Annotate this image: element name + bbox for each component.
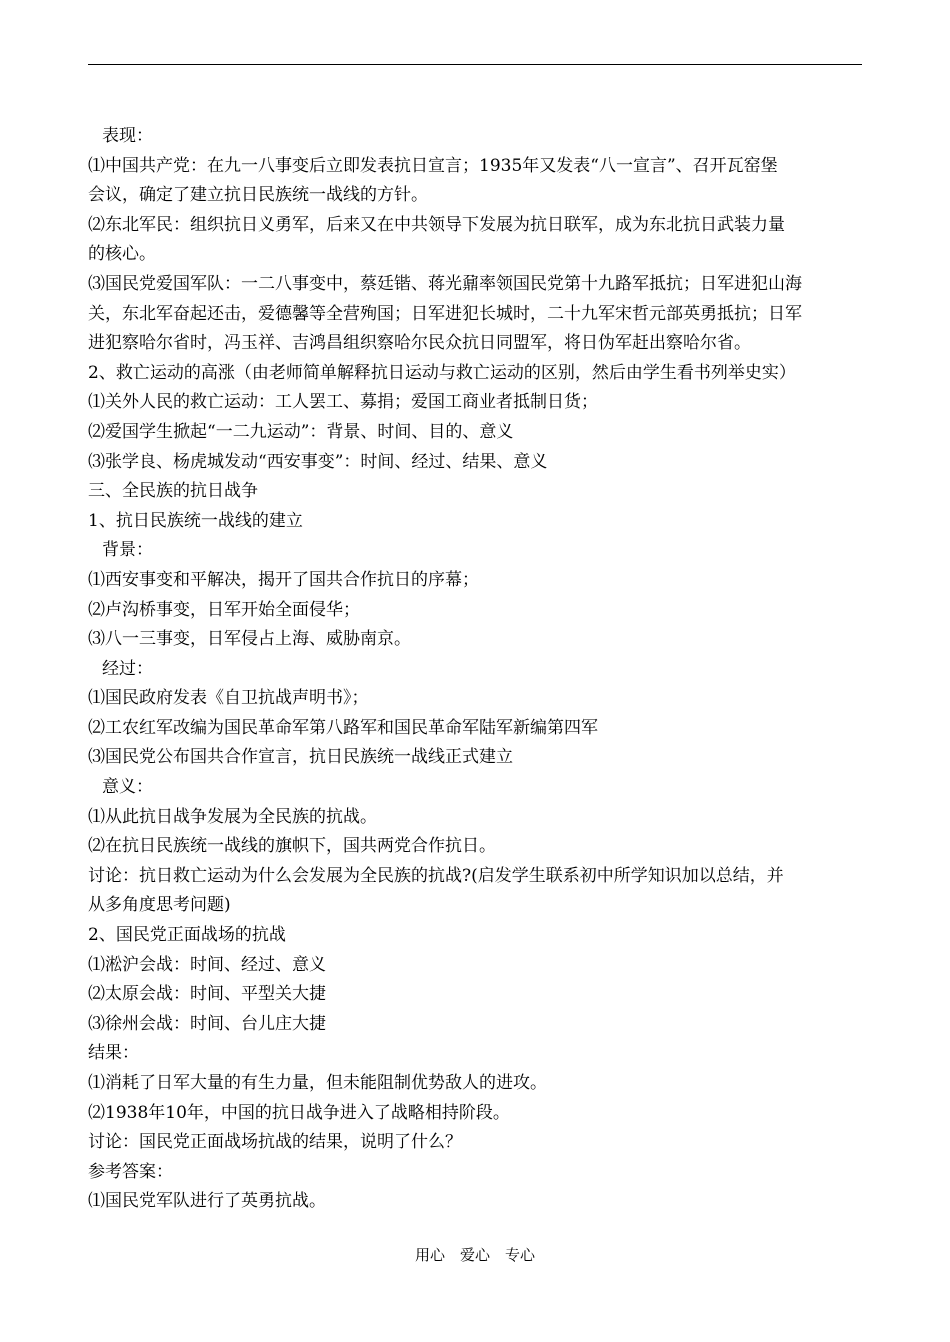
text-line: 讨论：抗日救亡运动为什么会发展为全民族的抗战?(启发学生联系初中所学知识加以总结，并 [88,865,784,886]
text-line: ⑵工农红军改编为国民革命军第八路军和国民革命军陆军新编第四军 [88,717,598,738]
text-line: ⑶国民党公布国共合作宣言，抗日民族统一战线正式建立 [88,747,513,768]
document-body [88,122,864,1217]
text-line: 关，东北军奋起还击，爱德馨等全营殉国；日军进犯长城时，二十九军宋哲元部英勇抵抗；日军 [88,303,802,324]
text-line: ⑶徐州会战：时间、台儿庄大捷 [88,1013,326,1034]
text-line: 结果： [88,1043,139,1064]
text-line: 表现： [102,126,153,146]
text-line: 2、国民党正面战场的抗战 [88,925,286,946]
text-line: 经过： [102,658,153,679]
text-line: 讨论：国民党正面战场抗战的结果，说明了什么？ [88,1132,462,1153]
text-line: 三、全民族的抗日战争 [88,481,258,502]
text-line: 的核心。 [88,244,156,265]
text-line: ⑴关外人民的救亡运动：工人罢工、募捐；爱国工商业者抵制日货； [88,392,598,413]
text-line: 意义： [102,777,153,798]
text-line: ⑴中国共产党：在九一八事变后立即发表抗日宣言；1935年又发表“八一宣言”、召开瓦窑堡 [88,155,778,176]
text-line: ⑴国民党军队进行了英勇抗战。 [88,1191,326,1212]
text-line: 参考答案： [88,1161,173,1182]
text-line: ⑵太原会战：时间、平型关大捷 [88,984,326,1005]
text-line: ⑵爱国学生掀起“一二九运动”：背景、时间、目的、意义 [88,421,514,442]
text-line: ⑴消耗了日军大量的有生力量，但未能阻制优势敌人的进攻。 [88,1073,547,1093]
text-line: 背景： [102,540,153,561]
text-line: 会议，确定了建立抗日民族统一战线的方针。 [88,185,428,206]
text-line: 进犯察哈尔省时，冯玉祥、吉鸿昌组织察哈尔民众抗日同盟军，将日伪军赶出察哈尔省。 [88,333,751,354]
text-line: ⑵东北军民：组织抗日义勇军，后来又在中共领导下发展为抗日联军，成为东北抗日武装力量 [88,214,785,235]
text-line: ⑶国民党爱国军队：一二八事变中，蔡廷锴、蒋光鼐率领国民党第十九路军抵抗；日军进犯山海 [88,273,802,294]
text-line: ⑶八一三事变，日军侵占上海、威胁南京。 [88,629,411,650]
text-line: ⑵1938年10年，中国的抗日战争进入了战略相持阶段。 [88,1102,510,1123]
text-line: ⑵在抗日民族统一战线的旗帜下，国共两党合作抗日。 [88,836,496,857]
text-line: ⑵卢沟桥事变，日军开始全面侵华； [88,599,360,620]
header-rule [88,64,862,65]
text-line: 2、救亡运动的高涨（由老师简单解释抗日运动与救亡运动的区别，然后由学生看书列举史实） [88,362,796,383]
text-line: ⑴从此抗日战争发展为全民族的抗战。 [88,806,377,827]
text-line: ⑴淞沪会战：时间、经过、意义 [88,954,326,975]
text-line: ⑴西安事变和平解决，揭开了国共合作抗日的序幕； [88,569,479,590]
text-line: ⑶张学良、杨虎城发动“西安事变”：时间、经过、结果、意义 [88,451,548,472]
text-line: 从多角度思考问题) [88,895,231,916]
page-footer: 用心 爱心 专心 [414,1246,535,1264]
text-line: 1、抗日民族统一战线的建立 [88,510,303,531]
text-line: ⑴国民政府发表《自卫抗战声明书》； [88,688,369,709]
